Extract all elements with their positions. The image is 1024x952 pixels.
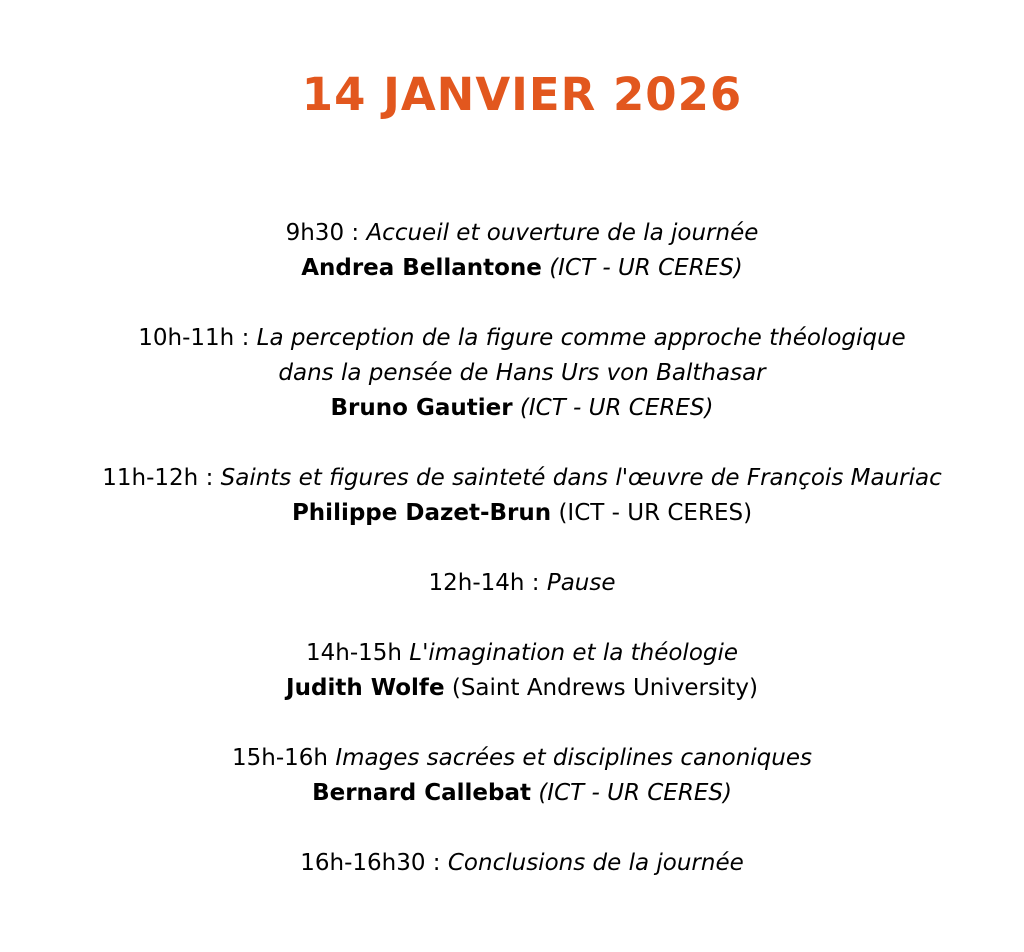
speaker-affiliation: (ICT - UR CERES) — [549, 255, 743, 281]
session-block — [20, 566, 1024, 601]
speaker-line — [20, 671, 1024, 706]
speaker-line — [20, 496, 1024, 531]
session-time: 12h-14h : — [428, 570, 540, 596]
session-block — [20, 461, 1024, 531]
session-title: Accueil et ouverture de la journée — [366, 220, 759, 246]
speaker-affiliation: (ICT - UR CERES) — [519, 395, 714, 421]
session-title-continued — [20, 356, 1024, 391]
session-time: 11h-12h : — [102, 465, 214, 491]
speaker-name: Bruno Gautier — [330, 395, 513, 421]
session-time: 10h-11h : — [138, 325, 250, 351]
session-block — [20, 636, 1024, 706]
session-line — [20, 636, 1024, 671]
session-title: La perception de la figure comme approche théologique — [256, 325, 906, 351]
session-title: Pause — [546, 570, 616, 596]
session-line — [20, 461, 1024, 496]
session-time: 15h-16h — [232, 745, 329, 771]
session-block — [20, 846, 1024, 881]
speaker-line — [20, 776, 1024, 811]
speaker-name: Andrea Bellantone — [301, 255, 542, 281]
session-title-line2: dans la pensée de Hans Urs von Balthasar — [278, 360, 766, 386]
session-time: 16h-16h30 : — [300, 850, 441, 876]
speaker-affiliation: (ICT - UR CERES) — [558, 500, 753, 526]
speaker-line — [20, 391, 1024, 426]
session-line — [20, 846, 1024, 881]
session-line — [20, 741, 1024, 776]
speaker-name: Bernard Callebat — [312, 780, 532, 806]
session-block — [20, 741, 1024, 811]
session-title: Images sacrées et disciplines canoniques — [335, 745, 812, 771]
session-title: L'imagination et la théologie — [409, 640, 739, 666]
session-block — [20, 321, 1024, 426]
page-title: 14 JANVIER 2026 — [301, 68, 743, 121]
session-time: 14h-15h — [305, 640, 402, 666]
session-block — [20, 216, 1024, 286]
session-title: Saints et figures de sainteté dans l'œuvre de François Mauriac — [220, 465, 942, 491]
session-line — [20, 216, 1024, 251]
speaker-name: Judith Wolfe — [286, 675, 445, 701]
session-title: Conclusions de la journée — [447, 850, 744, 876]
speaker-affiliation: (Saint Andrews University) — [451, 675, 758, 701]
session-line — [20, 566, 1024, 601]
schedule — [20, 216, 1024, 881]
session-time: 9h30 : — [285, 220, 360, 246]
session-line — [20, 321, 1024, 356]
speaker-affiliation: (ICT - UR CERES) — [538, 780, 732, 806]
speaker-line — [20, 251, 1024, 286]
speaker-name: Philippe Dazet-Brun — [291, 500, 552, 526]
